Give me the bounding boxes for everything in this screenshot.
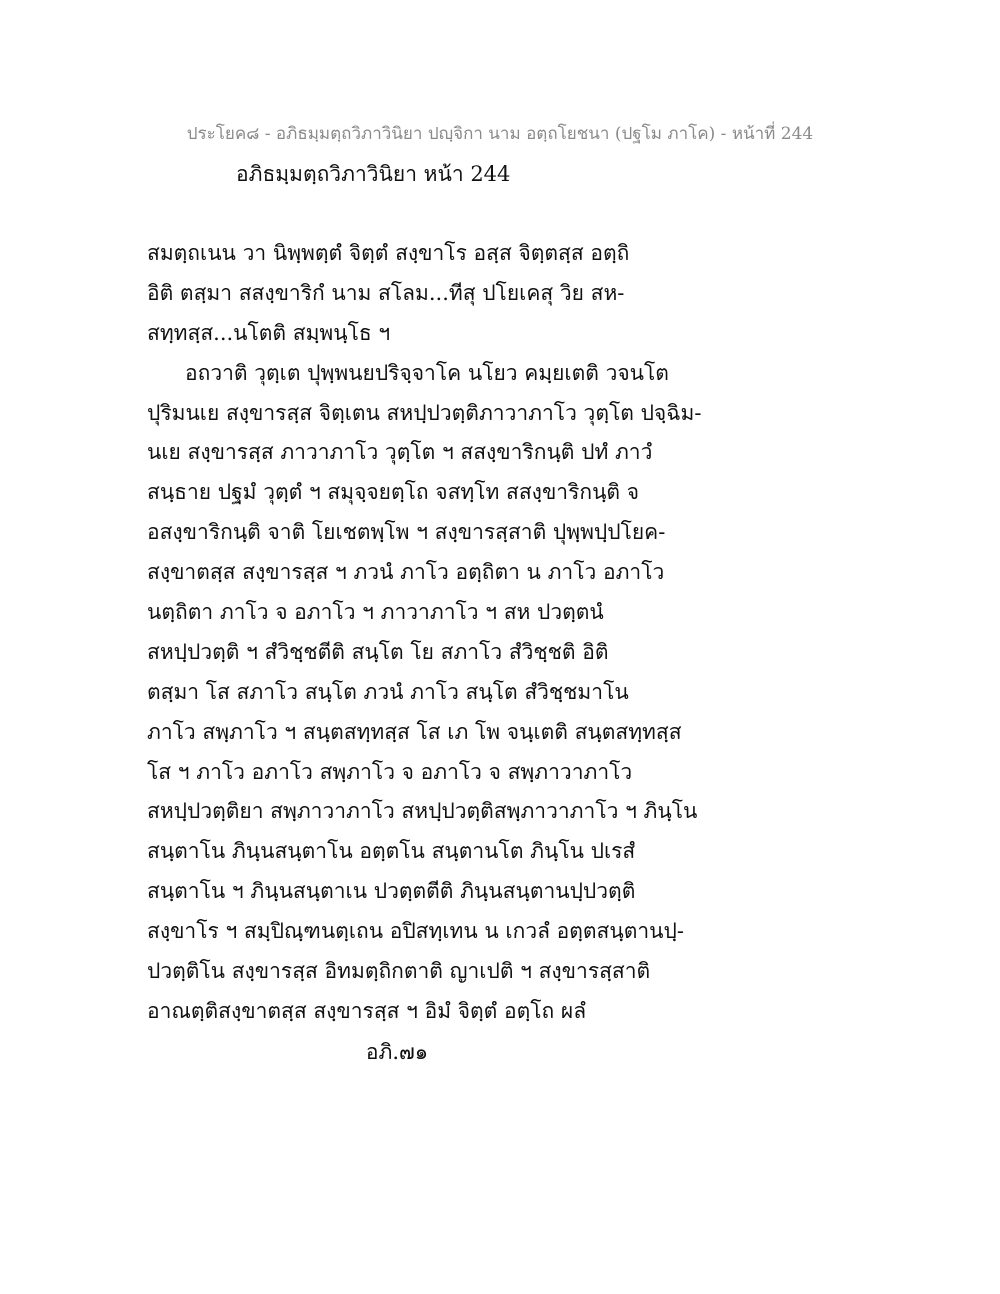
text-line: ปวตฺติโน สงฺขารสฺส อิทมตฺถิกตาติ ญาเปติ ฯ สงฺขารสฺสาติ <box>147 959 651 984</box>
text-line: สงฺขาโร ฯ สมฺปิณฺฑนตฺเถน อปิสทฺเทน น เกวลํ อตฺตสนฺตานปฺ- <box>147 919 684 944</box>
text-line: ปุริมนเย สงฺขารสฺส จิตฺเตน สหปฺปวตฺติภาวาภาโว วุตฺโต ปจฺฉิม- <box>147 400 702 425</box>
text-line: สนฺตาโน ภินฺนสนฺตาโน อตฺตโน สนฺตานโต ภินฺโน ปเรสํ <box>147 839 636 864</box>
page-title: อภิธมฺมตฺถวิภาวินิยา หน้า 244 <box>236 162 511 186</box>
text-line: อิติ ตสฺมา สสงฺขาริกํ นาม สโลม...ทีสุ ปโยเคสุ วิย สห- <box>147 280 625 305</box>
text-line: สนฺตาโน ฯ ภินฺนสนฺตาเน ปวตฺตตีติ ภินฺนสนฺตานปฺปวตฺติ <box>147 879 636 904</box>
text-line: สงฺขาตสฺส สงฺขารสฺส ฯ ภวนํ ภาโว อตฺถิตา น ภาโว อภาโว <box>147 560 665 585</box>
text-line: สนฺธาย ปฐมํ วุตฺตํ ฯ สมุจฺจยตฺโถ จสทฺโท สสงฺขาริกนฺติ จ <box>147 480 640 505</box>
text-line: สทฺทสฺส...นโตติ สมฺพนฺโธ ฯ <box>147 320 391 345</box>
text-line: ตสฺมา โส สภาโว สนฺโต ภวนํ ภาโว สนฺโต สํวิชฺชมาโน <box>147 679 629 704</box>
body-text <box>147 234 707 1032</box>
text-line: ภาโว สพฺภาโว ฯ สนฺตสทฺทสฺส โส เภ โพ จนฺเตติ สนฺตสทฺทสฺส <box>147 719 682 744</box>
text-line: สหปฺปวตฺติ ฯ สํวิชฺชตีติ สนฺโต โย สภาโว สํวิชฺชติ อิติ <box>147 639 609 664</box>
paragraph-first-line: อถวาติ วุตฺเต ปุพฺพนยปริจฺจาโค นโยว คมฺยเตติ วจนโต <box>185 360 669 385</box>
running-header: ประโยค๘ - อภิธมฺมตฺถวิภาวินิยา ปญฺจิกา นาม อตฺถโยชนา (ปฐโม ภาโค) - หน้าที่ 244 <box>186 124 814 144</box>
text-line: อาณตฺติสงฺขาตสฺส สงฺขารสฺส ฯ อิมํ จิตฺตํ อตฺโถ ผลํ <box>147 998 587 1023</box>
text-line: สมตฺถเนน วา นิพฺพตฺตํ จิตฺตํ สงฺขาโร อสฺส จิตฺตสฺส อตฺถิ <box>147 241 630 265</box>
text-line: สหปฺปวตฺติยา สพฺภาวาภาโว สหปฺปวตฺติสพฺภาวาภาโว ฯ ภินฺโน <box>147 799 698 824</box>
text-line: อสงฺขาริกนฺติ จาติ โยเชตพฺโพ ฯ สงฺขารสฺสาติ ปุพฺพปฺปโยค- <box>147 520 666 545</box>
folio-mark: อภิ.๗๑ <box>365 1040 429 1064</box>
text-line: โส ฯ ภาโว อภาโว สพฺภาโว จ อภาโว จ สพฺภาวาภาโว <box>147 759 633 784</box>
text-line: นเย สงฺขารสฺส ภาวาภาโว วุตฺโต ฯ สสงฺขาริกนฺติ ปทํ ภาวํ <box>147 440 653 465</box>
text-line: นตฺถิตา ภาโว จ อภาโว ฯ ภาวาภาโว ฯ สห ปวตฺตนํ <box>147 600 604 625</box>
